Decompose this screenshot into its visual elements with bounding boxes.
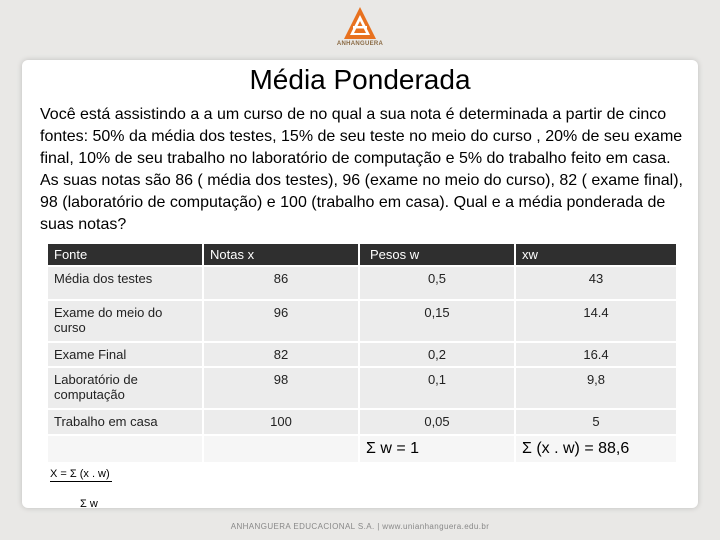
formula-numerator: X = Σ (x . w) <box>50 468 110 480</box>
cell-xw: 9,8 <box>515 367 677 409</box>
sum-weighted: Σ (x . w) = 88,6 <box>515 435 677 463</box>
sum-weights: Σ w = 1 <box>359 435 515 463</box>
cell-fonte: Exame Final <box>47 342 203 367</box>
table-sum-row <box>47 435 677 463</box>
cell-nota: 82 <box>203 342 359 367</box>
cell-xw: 16.4 <box>515 342 677 367</box>
cell-empty <box>47 435 203 463</box>
footer-text: ANHANGUERA EDUCACIONAL S.A. | www.unianhanguera.edu.br <box>230 522 490 531</box>
cell-peso: 0,1 <box>359 367 515 409</box>
cell-xw: 14.4 <box>515 300 677 342</box>
cell-fonte: Laboratório de computação <box>47 367 203 409</box>
anhanguera-logo <box>330 6 390 54</box>
cell-empty <box>203 435 359 463</box>
header-fonte: Fonte <box>47 243 203 266</box>
cell-peso: 0,15 <box>359 300 515 342</box>
slide-title: Média Ponderada <box>249 64 471 95</box>
cell-nota: 98 <box>203 367 359 409</box>
table-row <box>47 342 677 367</box>
table-row <box>47 266 677 300</box>
cell-peso: 0,2 <box>359 342 515 367</box>
cell-xw: 5 <box>515 409 677 435</box>
problem-statement: Você está assistindo a a um curso de no qual a sua nota é determinada a partir de cinco fontes: 50% da média dos testes, 15% de seu teste no meio do curso , 20% de seu exame final, 10% de seu trabalho no laboratório de computação e 5% do trabalho feito em casa. As suas notas são 86 ( média dos testes), 96 (exame no meio do curso), 82 ( exame final), 98 (laboratório de computação) e 100 (trabalho em casa). Qual e a média ponderada de suas notas? <box>40 106 683 233</box>
header-pesos: Pesos w <box>359 243 515 266</box>
cell-peso: 0,5 <box>359 266 515 300</box>
cell-peso: 0,05 <box>359 409 515 435</box>
table-row <box>47 409 677 435</box>
cell-xw: 43 <box>515 266 677 300</box>
cell-nota: 86 <box>203 266 359 300</box>
table-row <box>47 300 677 342</box>
logo-triangle-icon <box>343 6 377 40</box>
cell-fonte: Média dos testes <box>47 266 203 300</box>
cell-fonte: Exame do meio do curso <box>47 300 203 342</box>
header-xw: xw <box>515 243 677 266</box>
logo-text: ANHANGUERA <box>336 41 384 47</box>
cell-fonte: Trabalho em casa <box>47 409 203 435</box>
formula-denominator: Σ w <box>80 498 98 510</box>
weights-table <box>46 242 678 464</box>
table-header-row <box>47 243 677 266</box>
weighted-mean-formula <box>50 468 112 510</box>
table-row <box>47 367 677 409</box>
cell-nota: 100 <box>203 409 359 435</box>
cell-nota: 96 <box>203 300 359 342</box>
header-notas: Notas x <box>203 243 359 266</box>
